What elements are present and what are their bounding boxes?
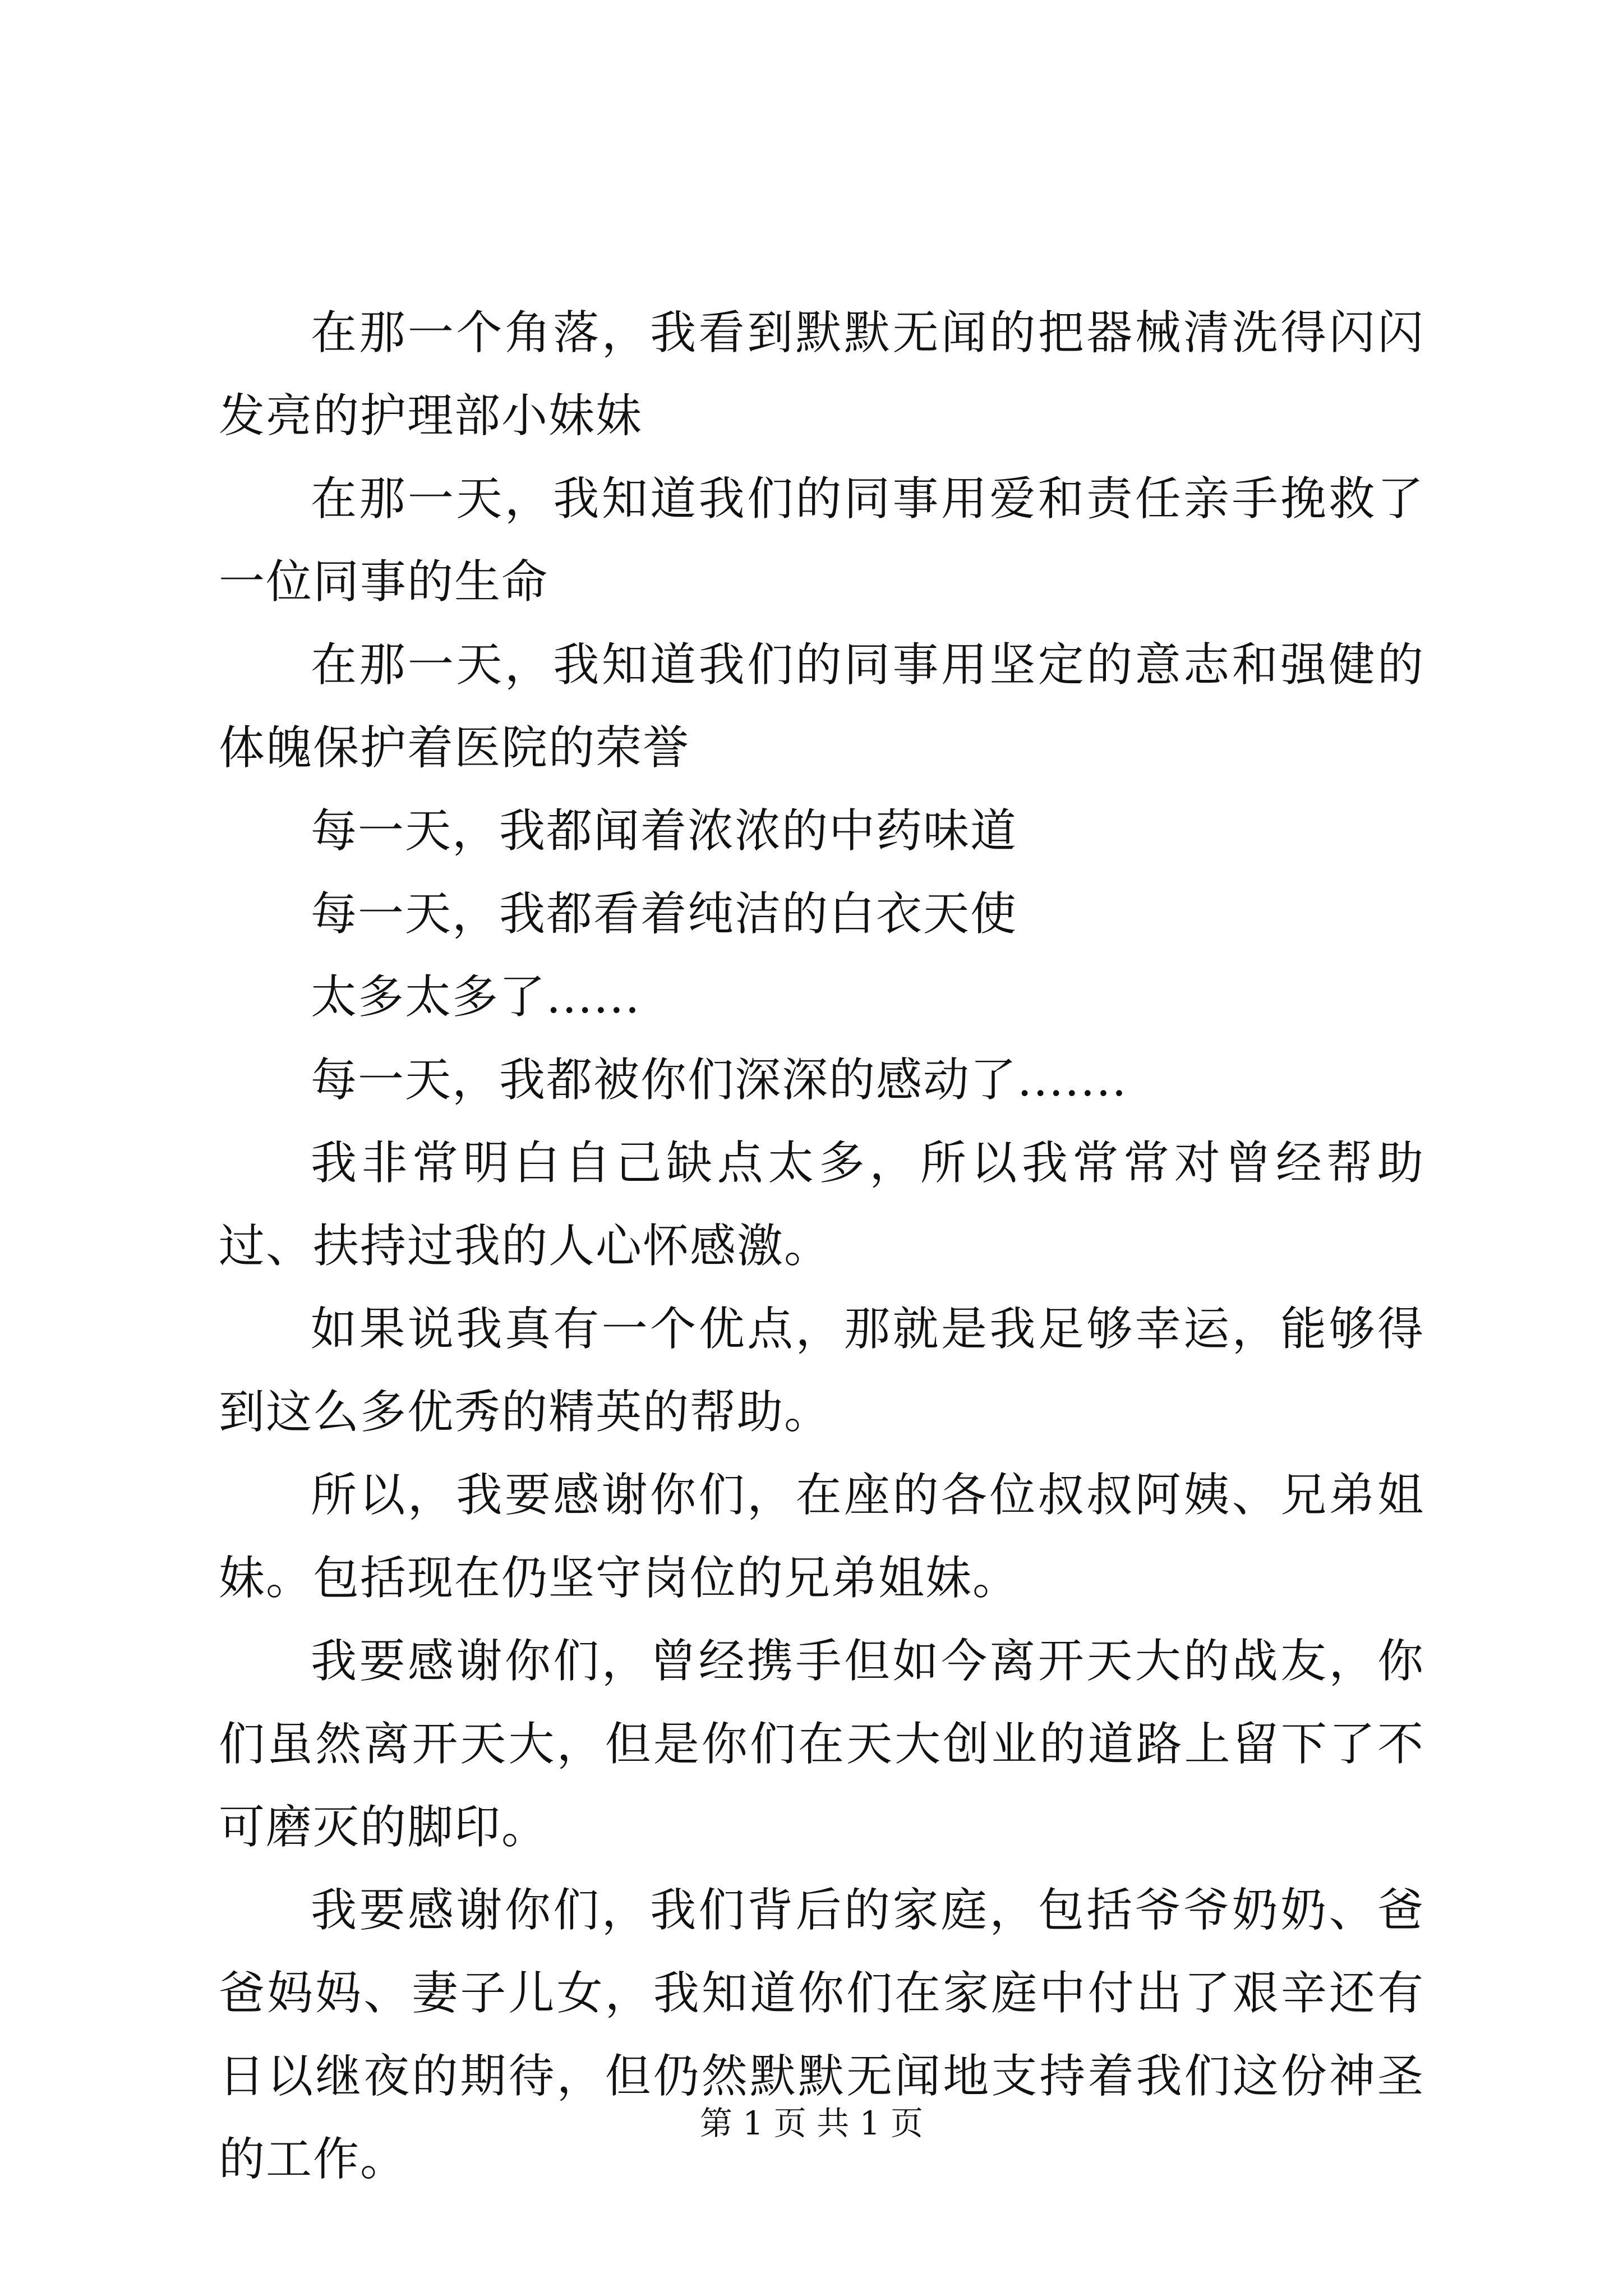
paragraph-9: 如果说我真有一个优点，那就是我足够幸运，能够得到这么多优秀的精英的帮助。 [219, 1303, 1424, 1439]
paragraph-2: 在那一天，我知道我们的同事用爱和责任亲手挽救了一位同事的生命 [219, 472, 1424, 609]
paragraph-12: 我要感谢你们，我们背后的家庭，包括爷爷奶奶、爸爸妈妈、妻子儿女，我知道你们在家庭中付出了艰辛还有日以继夜的期待，但仍然默默无闻地支持着我们这份神圣的工作。 [219, 1884, 1424, 2186]
paragraph-6: 太多太多了...... [311, 970, 641, 1024]
paragraph-4: 每一天，我都闻着浓浓的中药味道 [311, 804, 1018, 858]
paragraph-8: 我非常明白自己缺点太多，所以我常常对曾经帮助过、扶持过我的人心怀感激。 [219, 1137, 1424, 1273]
document-body [219, 292, 1424, 2201]
page-footer: 第 1 页 共 1 页 [700, 2104, 923, 2142]
paragraph-1: 在那一个角落，我看到默默无闻的把器械清洗得闪闪发亮的护理部小妹妹 [219, 306, 1424, 443]
paragraph-11: 我要感谢你们，曾经携手但如今离开天大的战友，你们虽然离开天大，但是你们在天大创业的道路上留下了不可磨灭的脚印。 [219, 1635, 1424, 1854]
paragraph-7: 每一天，我都被你们深深的感动了....... [311, 1053, 1128, 1107]
paragraph-10: 所以，我要感谢你们，在座的各位叔叔阿姨、兄弟姐妹。包括现在仍坚守岗位的兄弟姐妹。 [219, 1469, 1424, 1605]
paragraph-5: 每一天，我都看着纯洁的白衣天使 [311, 887, 1018, 941]
paragraph-3: 在那一天，我知道我们的同事用坚定的意志和强健的体魄保护着医院的荣誉 [219, 638, 1424, 775]
